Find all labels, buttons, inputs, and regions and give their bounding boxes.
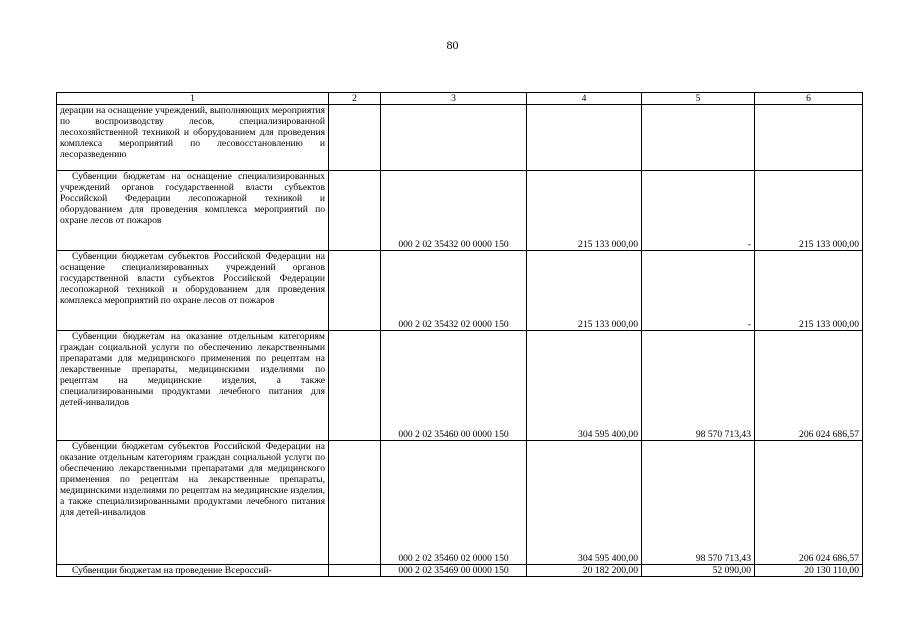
row-value-6 bbox=[755, 105, 863, 171]
table-row bbox=[57, 331, 863, 441]
row-value-6: 206 024 686,57 bbox=[755, 441, 863, 565]
column-header: 1 bbox=[57, 93, 329, 105]
row-description: Субвенции бюджетам субъектов Российской Федерации на оснащение специализированных учреждений органов государственной власти субъектов Российской Федерации лесопожарной техникой и оборудованием для проведения комплекса мероприятий по охране лесов от пожаров bbox=[57, 251, 329, 331]
row-code: 000 2 02 35460 00 0000 150 bbox=[381, 331, 527, 441]
row-value-5 bbox=[642, 105, 755, 171]
page-number: 80 bbox=[446, 38, 459, 52]
row-value-4: 215 133 000,00 bbox=[527, 171, 642, 251]
row-code: 000 2 02 35432 02 0000 150 bbox=[381, 251, 527, 331]
row-value-6: 206 024 686,57 bbox=[755, 331, 863, 441]
row-description: Субвенции бюджетам на проведение Всероссий- bbox=[57, 565, 329, 577]
row-value-4: 215 133 000,00 bbox=[527, 251, 642, 331]
row-value-5: 98 570 713,43 bbox=[642, 331, 755, 441]
row-value-4 bbox=[527, 105, 642, 171]
row-value-6: 215 133 000,00 bbox=[755, 251, 863, 331]
row-code: 000 2 02 35460 02 0000 150 bbox=[381, 441, 527, 565]
row-code: 000 2 02 35432 00 0000 150 bbox=[381, 171, 527, 251]
table-row bbox=[57, 105, 863, 171]
row-value-6: 20 130 110,00 bbox=[755, 565, 863, 577]
row-col2 bbox=[329, 105, 381, 171]
row-value-5: - bbox=[642, 251, 755, 331]
row-col2 bbox=[329, 331, 381, 441]
table-row bbox=[57, 251, 863, 331]
column-header: 5 bbox=[642, 93, 755, 105]
column-header: 4 bbox=[527, 93, 642, 105]
row-value-4: 304 595 400,00 bbox=[527, 331, 642, 441]
row-col2 bbox=[329, 251, 381, 331]
budget-table bbox=[56, 92, 863, 577]
row-value-4: 20 182 200,00 bbox=[527, 565, 642, 577]
row-col2 bbox=[329, 441, 381, 565]
row-value-5: 52 090,00 bbox=[642, 565, 755, 577]
row-value-5: - bbox=[642, 171, 755, 251]
column-header: 3 bbox=[381, 93, 527, 105]
table-row bbox=[57, 565, 863, 577]
row-col2 bbox=[329, 565, 381, 577]
column-header: 2 bbox=[329, 93, 381, 105]
row-description: Субвенции бюджетам на оснащение специализированных учреждений органов государственной власти субъектов Российской Федерации лесопожарной техникой и оборудованием для проведения комплекса мероприятий по охране лесов от пожаров bbox=[57, 171, 329, 251]
row-value-5: 98 570 713,43 bbox=[642, 441, 755, 565]
table-header-row bbox=[57, 93, 863, 105]
column-header: 6 bbox=[755, 93, 863, 105]
row-col2 bbox=[329, 171, 381, 251]
row-code: 000 2 02 35469 00 0000 150 bbox=[381, 565, 527, 577]
table-row bbox=[57, 441, 863, 565]
row-value-4: 304 595 400,00 bbox=[527, 441, 642, 565]
row-description: Субвенции бюджетам на оказание отдельным категориям граждан социальной услуги по обеспечению лекарственными препаратами для медицинского применения по рецептам на лекарственные препараты, медицинскими изделиями по рецептам на медицинские изделия, а также специализированными продуктами лечебного питания для детей-инвалидов bbox=[57, 331, 329, 441]
table-row bbox=[57, 171, 863, 251]
row-code bbox=[381, 105, 527, 171]
row-description: дерации на оснащение учреждений, выполняющих мероприятия по воспроизводству лесов, специализированной лесохозяйственной техникой и оборудованием для проведения комплекса мероприятий по лесовосстановлению и лесоразведению bbox=[57, 105, 329, 171]
row-value-6: 215 133 000,00 bbox=[755, 171, 863, 251]
row-description: Субвенции бюджетам субъектов Российской Федерации на оказание отдельным категориям граждан социальной услуги по обеспечению лекарственными препаратами для медицинского применения по рецептам на лекарственные препараты, медицинскими изделиями по рецептам на медицинские изделия, а также специализированными продуктами лечебного питания для детей-инвалидов bbox=[57, 441, 329, 565]
